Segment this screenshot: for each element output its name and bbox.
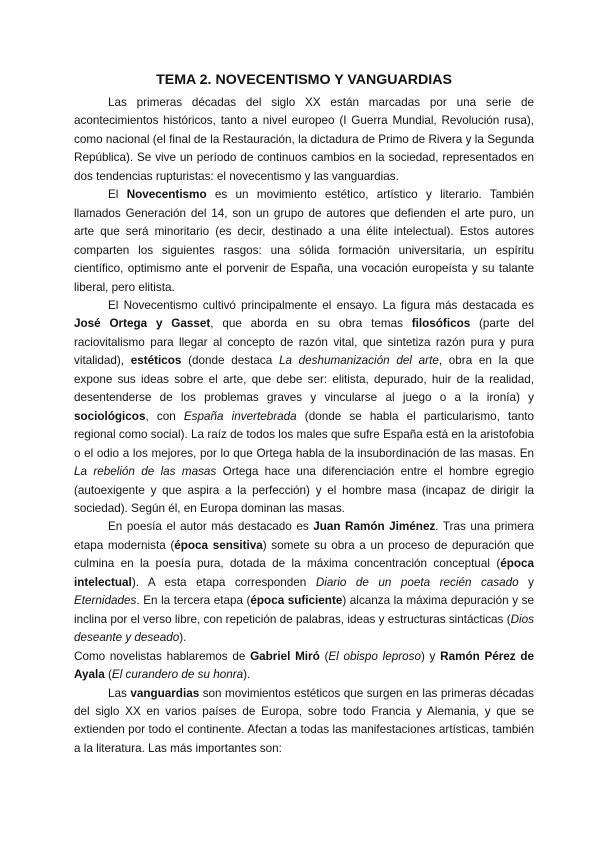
text-run: ) somete su obra a un proceso de depuración que culmina en la poesía pura, dotada de la máxima concentración conceptual ( xyxy=(74,538,534,571)
text-run: ). xyxy=(243,668,251,682)
work-title: La rebelión de las masas xyxy=(74,465,217,479)
text-run: ( xyxy=(104,668,112,682)
paragraph-vanguardias xyxy=(74,685,534,759)
bold-term: filosóficos xyxy=(411,317,471,331)
text-run: El xyxy=(108,188,127,202)
paragraph-ensayo xyxy=(74,297,534,518)
text-run: es un movimiento estético, artístico y literario. También llamados Generación del 14, son un grupo de autores que defienden el arte puro, un arte que será minoritario (es decir, destinado a una élite intelectual). Estos autores comparten los siguientes rasgos: una sólida formación universitaria, un espíritu científico, optimismo ante el porvenir de España, una vocación europeísta y su talante liberal, pero elitista. xyxy=(74,188,534,294)
text-run: y xyxy=(518,575,535,589)
text-run: Ortega hace una diferenciación entre el hombre egregio (autoexigente y que aspira a la perfección) y el hombre masa (incapaz de dirigir la sociedad). Según él, en Europa dominan las masas. xyxy=(74,465,534,515)
bold-term: Gabriel Miró xyxy=(250,649,320,663)
text-run: El Novecentismo cultivó principalmente el ensayo. La figura más destacada es xyxy=(108,298,534,312)
paragraph-novelistas xyxy=(74,648,534,685)
paragraph-poesia xyxy=(74,518,534,647)
work-title: Eternidades xyxy=(74,594,137,608)
page-title: TEMA 2. NOVECENTISMO Y VANGUARDIAS xyxy=(156,72,452,88)
text-run: Las xyxy=(108,686,131,700)
work-title: La deshumanización del arte xyxy=(278,354,439,368)
paragraph-novecentismo xyxy=(74,186,534,297)
bold-term: sociológicos xyxy=(74,409,146,423)
text-run: ). A esta etapa corresponden xyxy=(131,575,316,589)
text-run: ( xyxy=(319,649,329,663)
text-run: Las primeras décadas del siglo XX están marcadas por una serie de acontecimientos históricos, tanto a nivel europeo (I Guerra Mundial, Revolución rusa), como nacional (el final de la Restauración, la dictadura de Primo de Rivera y la Segunda República). Se vive un período de continuos cambios en la sociedad, representados en dos tendencias rupturistas: el novecentismo y las vanguardias. xyxy=(74,96,534,183)
text-run: son movimientos estéticos que surgen en las primeras décadas del siglo XX en varios países de Europa, sobre todo Francia y Alemania, y que se extienden por todo el continente. Afectan a todas las manifestaciones artísticas, también a la literatura. Las más importantes son: xyxy=(74,686,534,755)
bold-term: Ramón Pérez de Ayala xyxy=(74,649,534,682)
text-run: En poesía el autor más destacado es xyxy=(108,520,314,534)
work-title: El obispo leproso xyxy=(328,649,421,663)
bold-term: Juan Ramón Jiménez xyxy=(313,520,436,534)
text-run: , que aborda en su obra temas xyxy=(210,317,412,331)
bold-term: José Ortega y Gasset xyxy=(74,317,211,331)
text-run: (parte del raciovitalismo para llegar al concepto de razón vital, que sintetiza razón pura y pura vitalidad), xyxy=(74,317,534,368)
bold-term: época intelectual xyxy=(74,557,534,589)
text-run: Como novelistas hablaremos de xyxy=(74,649,251,663)
bold-term: época suficiente xyxy=(250,594,343,608)
text-run: ) alcanza la máxima depuración y se inclina por el verso libre, con repetición de palabras, ideas y estructuras sintácticas ( xyxy=(74,594,534,626)
paragraph-intro xyxy=(74,94,534,186)
bold-term: vanguardias xyxy=(130,686,200,700)
bold-term: estéticos xyxy=(130,354,182,368)
text-run: . En la tercera etapa ( xyxy=(136,594,251,608)
text-run: , obra en la que expone sus ideas sobre el arte, que debe ser: elitista, depurado, huir de la realidad, desentenderse de los problemas graves y vincularse al juego o a la ironía) y xyxy=(74,354,534,405)
text-run: (donde destaca xyxy=(181,354,279,368)
bold-term: Novecentismo xyxy=(126,188,207,202)
text-run: , con xyxy=(145,409,184,423)
text-run: ). xyxy=(179,631,187,645)
bold-term: época sensitiva xyxy=(174,538,263,552)
work-title: El curandero de su honra xyxy=(111,668,244,682)
work-title: Dios deseante y deseado xyxy=(74,612,534,645)
text-run: . Tras una primera etapa modernista ( xyxy=(74,520,534,552)
text-run: ) y xyxy=(420,649,441,663)
work-title: Diario de un poeta recién casado xyxy=(315,575,519,589)
work-title: España invertebrada xyxy=(183,409,297,423)
text-run: (donde se habla el particularismo, tanto regional como social). La raíz de todos los males que sufre España está en la aristofobia o el odio a los mejores, por lo que Ortega habla de la insubordinación de las masas. En xyxy=(74,409,534,460)
